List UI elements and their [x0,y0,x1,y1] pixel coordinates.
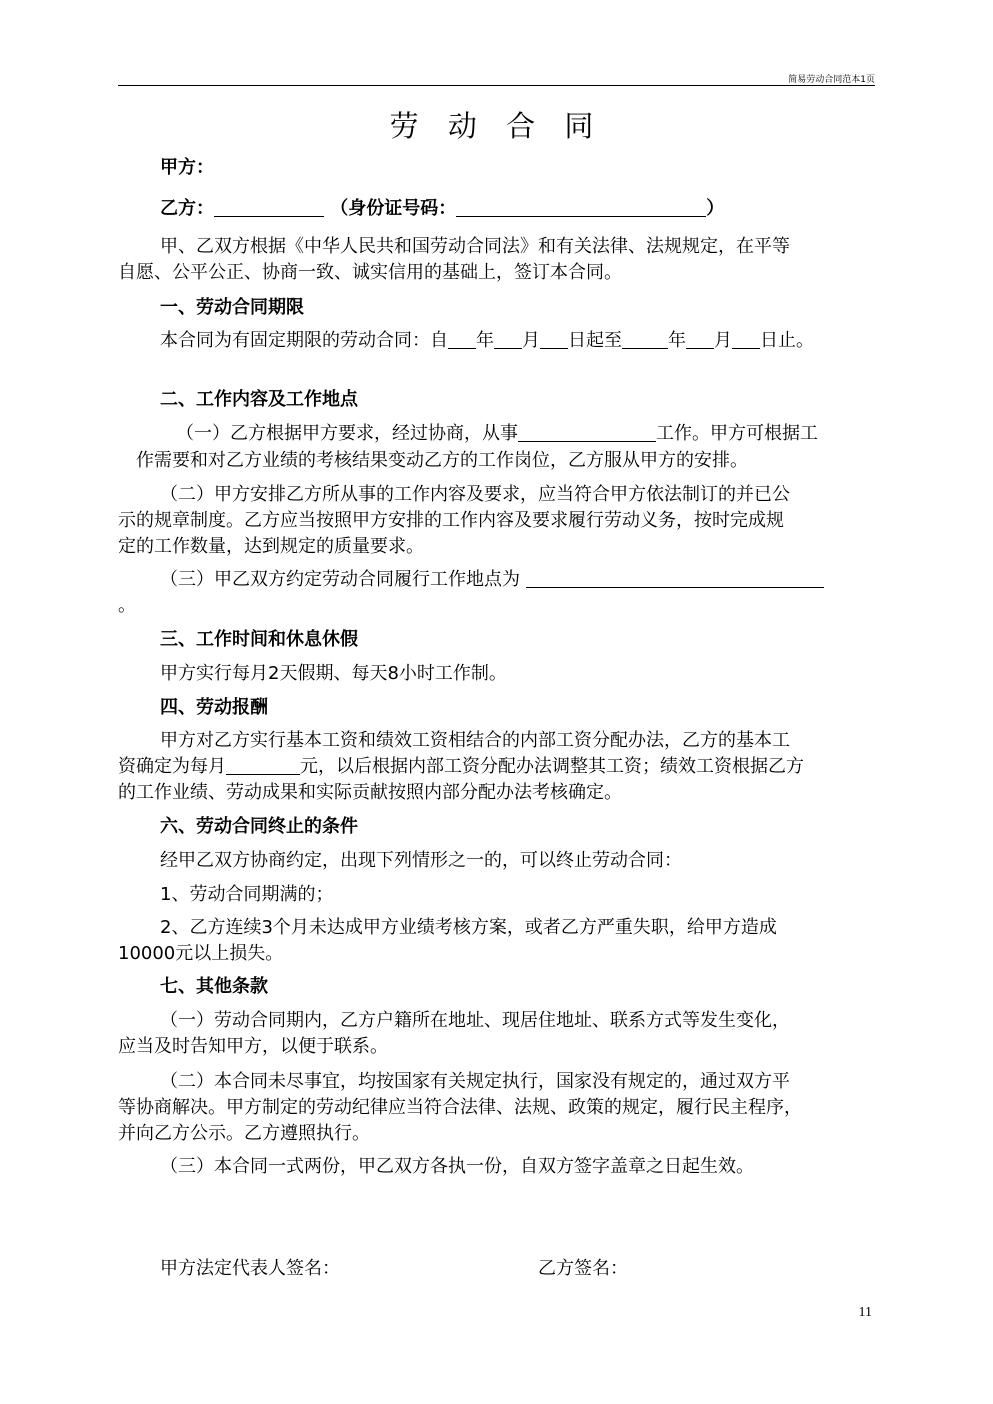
job-title-blank [518,421,656,442]
party-b-label: 乙方： [160,198,214,219]
work-place-line [160,567,824,593]
term-text-1: 本合同为有固定期限的劳动合同：自 [160,330,448,351]
id-close: ） [706,198,725,219]
work-req-line-2: 示的规章制度。乙方应当按照甲方安排的工作内容及要求履行劳动义务，按时完成规 [118,510,784,531]
term-text-5: 年 [668,330,686,351]
pay-text-b: 元，以后根据内部工资分配办法调整其工资；绩效工资根据乙方 [300,756,804,777]
term-text-7: 日止。 [760,330,814,351]
work-req-line-3: 定的工作数量，达到规定的质量要求。 [118,536,424,557]
term-text-2: 年 [476,330,494,351]
party-a-signature-label: 甲方法定代表人签名： [160,1258,340,1279]
end-month-blank [686,328,714,349]
work-place-blank [526,567,824,588]
other-terms-1-line-1: （一）劳动合同期内，乙方户籍所在地址、现居住地址、联系方式等发生变化， [160,1010,790,1031]
termination-intro: 经甲乙双方协商约定，出现下列情形之一的，可以终止劳动合同： [160,850,682,871]
section-4-heading: 四、劳动报酬 [160,697,268,718]
termination-item-1: 1、劳动合同期满的； [160,884,334,905]
termination-item-2-line-2: 10000元以上损失。 [118,943,284,964]
work-req-line-1: （二）甲方安排乙方所从事的工作内容及要求，应当符合甲方依法制订的并已公 [160,484,790,505]
end-year-blank [622,328,668,349]
term-text-4: 日起至 [568,330,622,351]
pay-line-3: 的工作业绩、劳动成果和实际贡献按照内部分配办法考核确定。 [118,782,622,803]
termination-item-2-line-1: 2、乙方连续3个月未达成甲方业绩考核方案，或者乙方严重失职，给甲方造成 [160,917,777,938]
party-b-signature-label: 乙方签名： [538,1258,628,1279]
party-b-name-blank [214,196,324,217]
id-label: （身份证号码： [330,198,457,219]
other-terms-1-line-2: 应当及时告知甲方，以便于联系。 [118,1036,388,1057]
section-3-heading: 三、工作时间和休息休假 [160,629,358,650]
work-content-text-a: （一）乙方根据甲方要求，经过协商，从事 [176,423,518,444]
intro-line-2: 自愿、公平公正、协商一致、诚实信用的基础上，签订本合同。 [118,262,622,283]
running-header: 简易劳动合同范本1页 [788,75,875,85]
term-line [160,328,814,354]
end-day-blank [732,328,760,349]
page-number: 11 [858,1305,872,1320]
section-1-heading: 一、劳动合同期限 [160,297,304,318]
work-hours-text: 甲方实行每月2天假期、每天8小时工作制。 [160,663,507,684]
work-place-text: （三）甲乙双方约定劳动合同履行工作地点为 [160,569,520,590]
other-terms-2-line-3: 并向乙方公示。乙方遵照执行。 [118,1123,370,1144]
other-terms-3: （三）本合同一式两份，甲乙双方各执一份，自双方签字盖章之日起生效。 [160,1156,754,1177]
pay-text-a: 资确定为每月 [118,756,226,777]
party-a-label: 甲方： [160,157,214,178]
party-b-line [160,196,724,222]
other-terms-2-line-2: 等协商解决。甲方制定的劳动纪律应当符合法律、法规、政策的规定，履行民主程序， [118,1097,802,1118]
start-day-blank [540,328,568,349]
work-content-line-1 [176,421,818,447]
pay-line-1: 甲方对乙方实行基本工资和绩效工资相结合的内部工资分配办法，乙方的基本工 [160,730,790,751]
term-text-6: 月 [714,330,732,351]
monthly-salary-blank [226,754,300,775]
intro-line-1: 甲、乙双方根据《中华人民共和国劳动合同法》和有关法律、法规规定，在平等 [160,236,790,257]
start-year-blank [448,328,476,349]
work-content-line-2: 作需要和对乙方业绩的考核结果变动乙方的工作岗位，乙方服从甲方的安排。 [136,450,748,471]
section-2-heading: 二、工作内容及工作地点 [160,389,358,410]
document-title: 劳 动 合 同 [389,109,604,143]
section-7-heading: 七、其他条款 [160,976,268,997]
start-month-blank [494,328,522,349]
id-number-blank [456,196,706,217]
work-content-text-b: 工作。甲方可根据工 [656,423,818,444]
header-rule [118,85,875,86]
other-terms-2-line-1: （二）本合同未尽事宜，均按国家有关规定执行，国家没有规定的，通过双方平 [160,1071,790,1092]
section-6-heading: 六、劳动合同终止的条件 [160,816,358,837]
term-text-3: 月 [522,330,540,351]
pay-line-2 [118,754,804,780]
work-place-period: 。 [118,595,136,616]
